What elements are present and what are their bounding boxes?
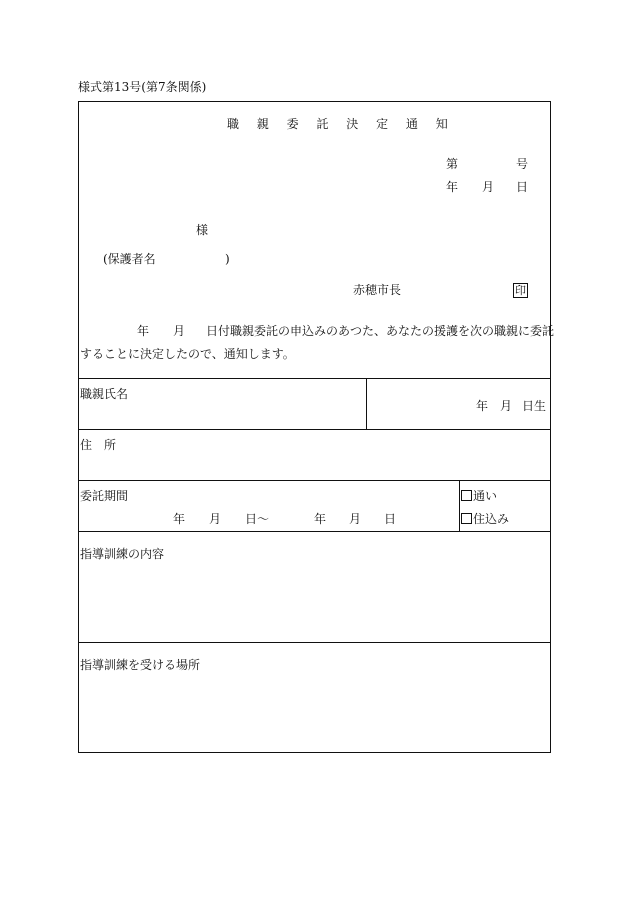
period-start-day: 日～ [245,512,270,526]
option-kayoi[interactable] [461,490,497,502]
column-divider [459,480,460,531]
seal-text: 印 [515,284,526,297]
body-year: 年 [137,324,150,338]
shokuoya-name-label: 職親氏名 [80,387,129,401]
address-label: 住 所 [80,438,117,452]
addressee-sama: 様 [196,223,209,237]
body-line1: 日付職親委託の申込みのあつた、あなたの援護を次の職親に委託 [206,324,555,338]
row-divider [79,378,550,379]
birth-day: 日生 [522,399,547,413]
issue-date-year: 年 [446,180,459,194]
option-sumikomi-label: 住込み [473,512,510,526]
form-number: 様式第13号(第7条関係) [78,80,207,94]
column-divider [366,378,367,429]
issue-date-month: 月 [482,180,495,194]
body-line2: することに決定したので、通知します。 [80,347,295,361]
body-month: 月 [173,324,186,338]
form-box [78,101,555,753]
training-content-label: 指導訓練の内容 [80,547,165,561]
training-place-label: 指導訓練を受ける場所 [80,658,201,672]
checkbox-kayoi[interactable] [461,490,472,501]
period-end-month: 月 [349,512,362,526]
option-sumikomi[interactable] [461,513,509,525]
issue-date-day: 日 [516,180,529,194]
row-divider [79,429,550,430]
period-start-year: 年 [173,512,186,526]
guardian-name-close: ) [225,252,230,266]
option-kayoi-label: 通い [473,489,498,503]
birth-year: 年 [476,399,489,413]
row-divider [79,642,550,643]
row-divider [79,480,550,481]
notice-number-go: 号 [516,157,529,171]
seal-mark [513,281,528,298]
row-divider [79,531,550,532]
guardian-name-open: (保護者名 [103,252,156,266]
birth-month: 月 [500,399,513,413]
sender-name: 赤穂市長 [353,283,402,297]
form-title: 職 親 委 託 決 定 通 知 [227,117,455,131]
period-label: 委託期間 [80,489,129,503]
period-end-day: 日 [384,512,397,526]
period-start-month: 月 [209,512,222,526]
notice-number-dai: 第 [446,157,459,171]
checkbox-sumikomi[interactable] [461,513,472,524]
period-end-year: 年 [314,512,327,526]
